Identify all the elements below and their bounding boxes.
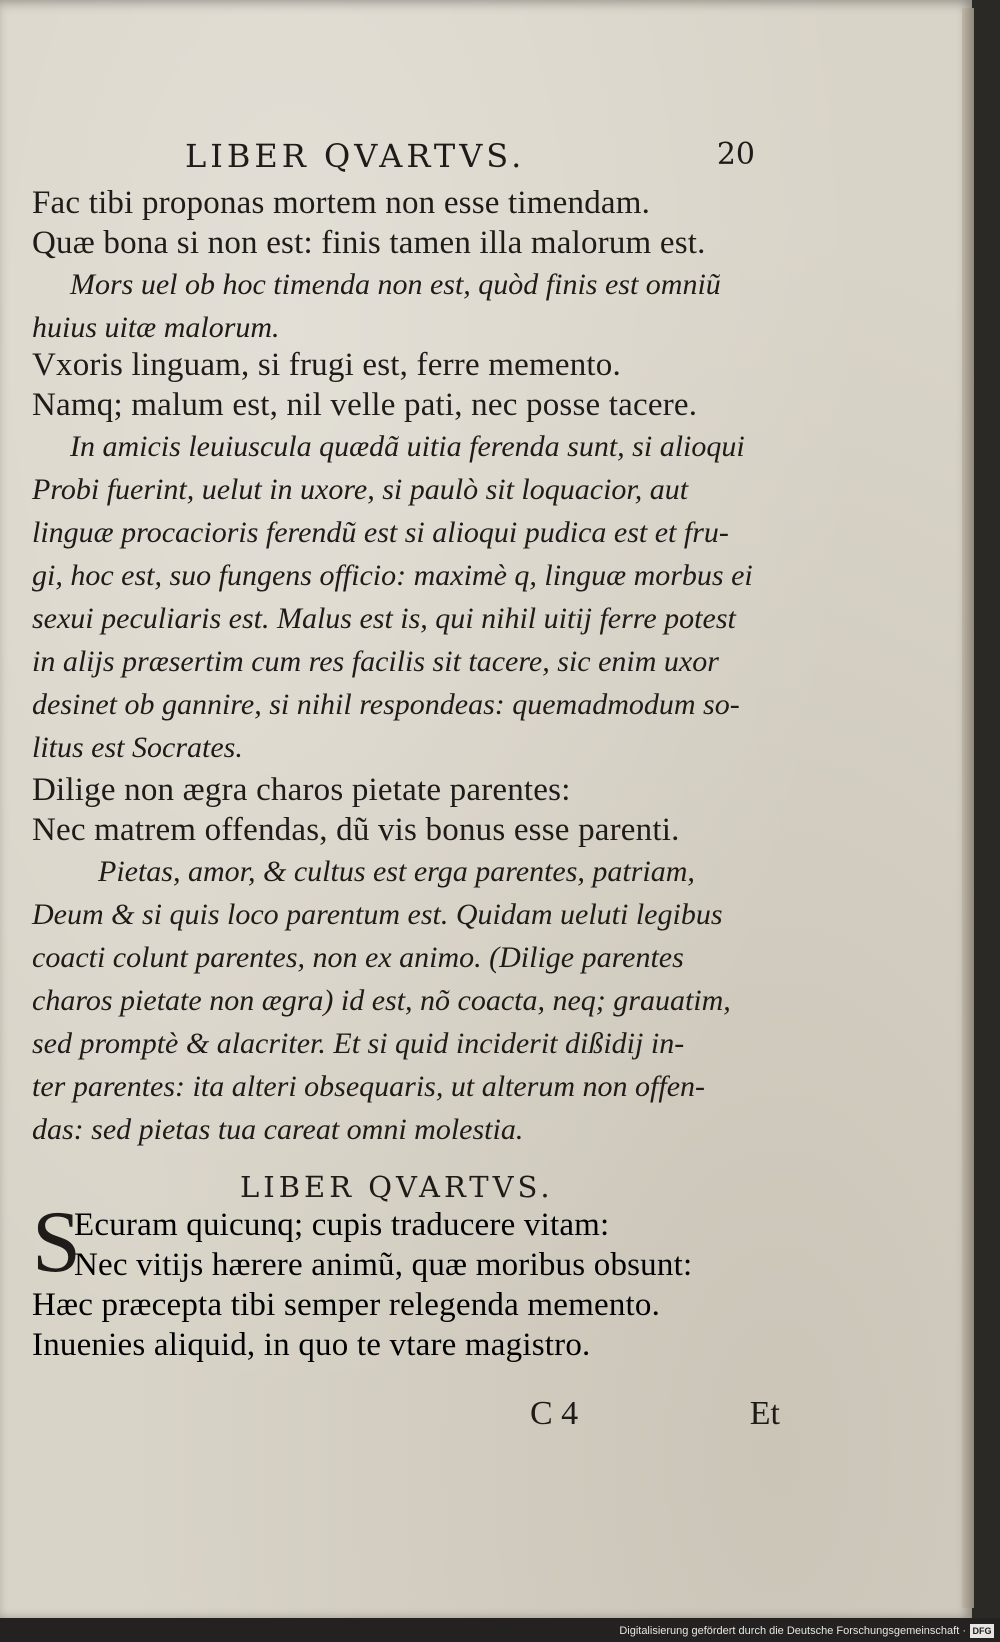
commentary-line: in alijs præsertim cum res facilis sit tacere, sic enim uxor [32,645,719,678]
dfg-logo: DFG [970,1624,994,1638]
verse-line: Nec matrem offendas, dũ vis bonus esse parenti. [32,812,680,848]
commentary-line: sexui peculiaris est. Malus est is, qui nihil uitij ferre potest [32,602,736,635]
page-edge [962,8,974,1608]
commentary-line: das: sed pietas tua careat omni molestia. [32,1113,524,1146]
catchword: Et [749,1395,780,1432]
commentary [32,850,792,1151]
verse-line: Quæ bona si non est: finis tamen illa malorum est. [32,225,706,261]
commentary-line: Pietas, amor, & cultus est erga parentes, patriam, [98,855,695,888]
running-head [185,137,755,177]
commentary [32,263,792,349]
signature-mark: C 4 [530,1395,579,1432]
verse-line: Hæc præcepta tibi semper relegenda memento. [32,1287,661,1323]
commentary-line: Deum & si quis loco parentum est. Quidam ueluti legibus [32,898,723,931]
verse-line: Inuenies aliquid, in quo te vtare magistro. [32,1327,591,1363]
commentary-line: charos pietate non ægra) id est, nõ coacta, neq; grauatim, [32,984,731,1017]
book-heading: LIBER QVARTVS. [240,1170,554,1204]
commentary-line: ter parentes: ita alteri obsequaris, ut alterum non offen- [32,1070,705,1103]
verse-line: Vxoris linguam, si frugi est, ferre memento. [32,347,621,383]
drop-cap: S [32,1194,81,1291]
catchline [530,1395,780,1435]
commentary-line: Mors uel ob hoc timenda non est, quòd finis est omniũ [70,268,721,301]
commentary-line: coacti colunt parentes, non ex animo. (Dilige parentes [32,941,684,974]
commentary-line: huius uitæ malorum. [32,311,280,344]
commentary [32,425,792,769]
folio-number: 20 [716,137,755,172]
running-title: LIBER QVARTVS. [185,137,526,175]
verse-line: Nec vitijs hærere animũ, quæ moribus obsunt: [74,1247,693,1283]
passage-2 [32,345,792,769]
commentary-line: linguæ procacioris ferendũ est si alioqui pudica est et fru- [32,516,729,549]
verse-line: Namq; malum est, nil velle pati, nec posse tacere. [32,387,698,423]
funding-credit: Digitalisierung gefördert durch die Deutsche Forschungsgemeinschaft · [619,1625,966,1637]
commentary-line: Probi fuerint, uelut in uxore, si paulò sit loquacior, aut [32,473,689,506]
commentary-line: litus est Socrates. [32,731,243,764]
commentary-line: gi, hoc est, suo fungens officio: maximè q, linguæ morbus ei [32,559,753,592]
verse-line: Dilige non ægra charos pietate parentes: [32,772,571,808]
passage-3 [32,770,792,1151]
book-four-verses [32,1194,792,1365]
commentary-line: desinet ob gannire, si nihil respondeas: quemadmodum so- [32,688,740,721]
passage-1 [32,183,792,349]
commentary-line: In amicis leuiuscula quædã uitia ferenda sunt, si alioqui [70,430,745,463]
verse-line: Fac tibi proponas mortem non esse timendam. [32,185,651,221]
verse-line: Ecuram quicunq; cupis traducere vitam: [74,1207,610,1243]
footer-bar [0,1618,1000,1642]
commentary-line: sed promptè & alacriter. Et si quid inciderit dißidij in- [32,1027,685,1060]
